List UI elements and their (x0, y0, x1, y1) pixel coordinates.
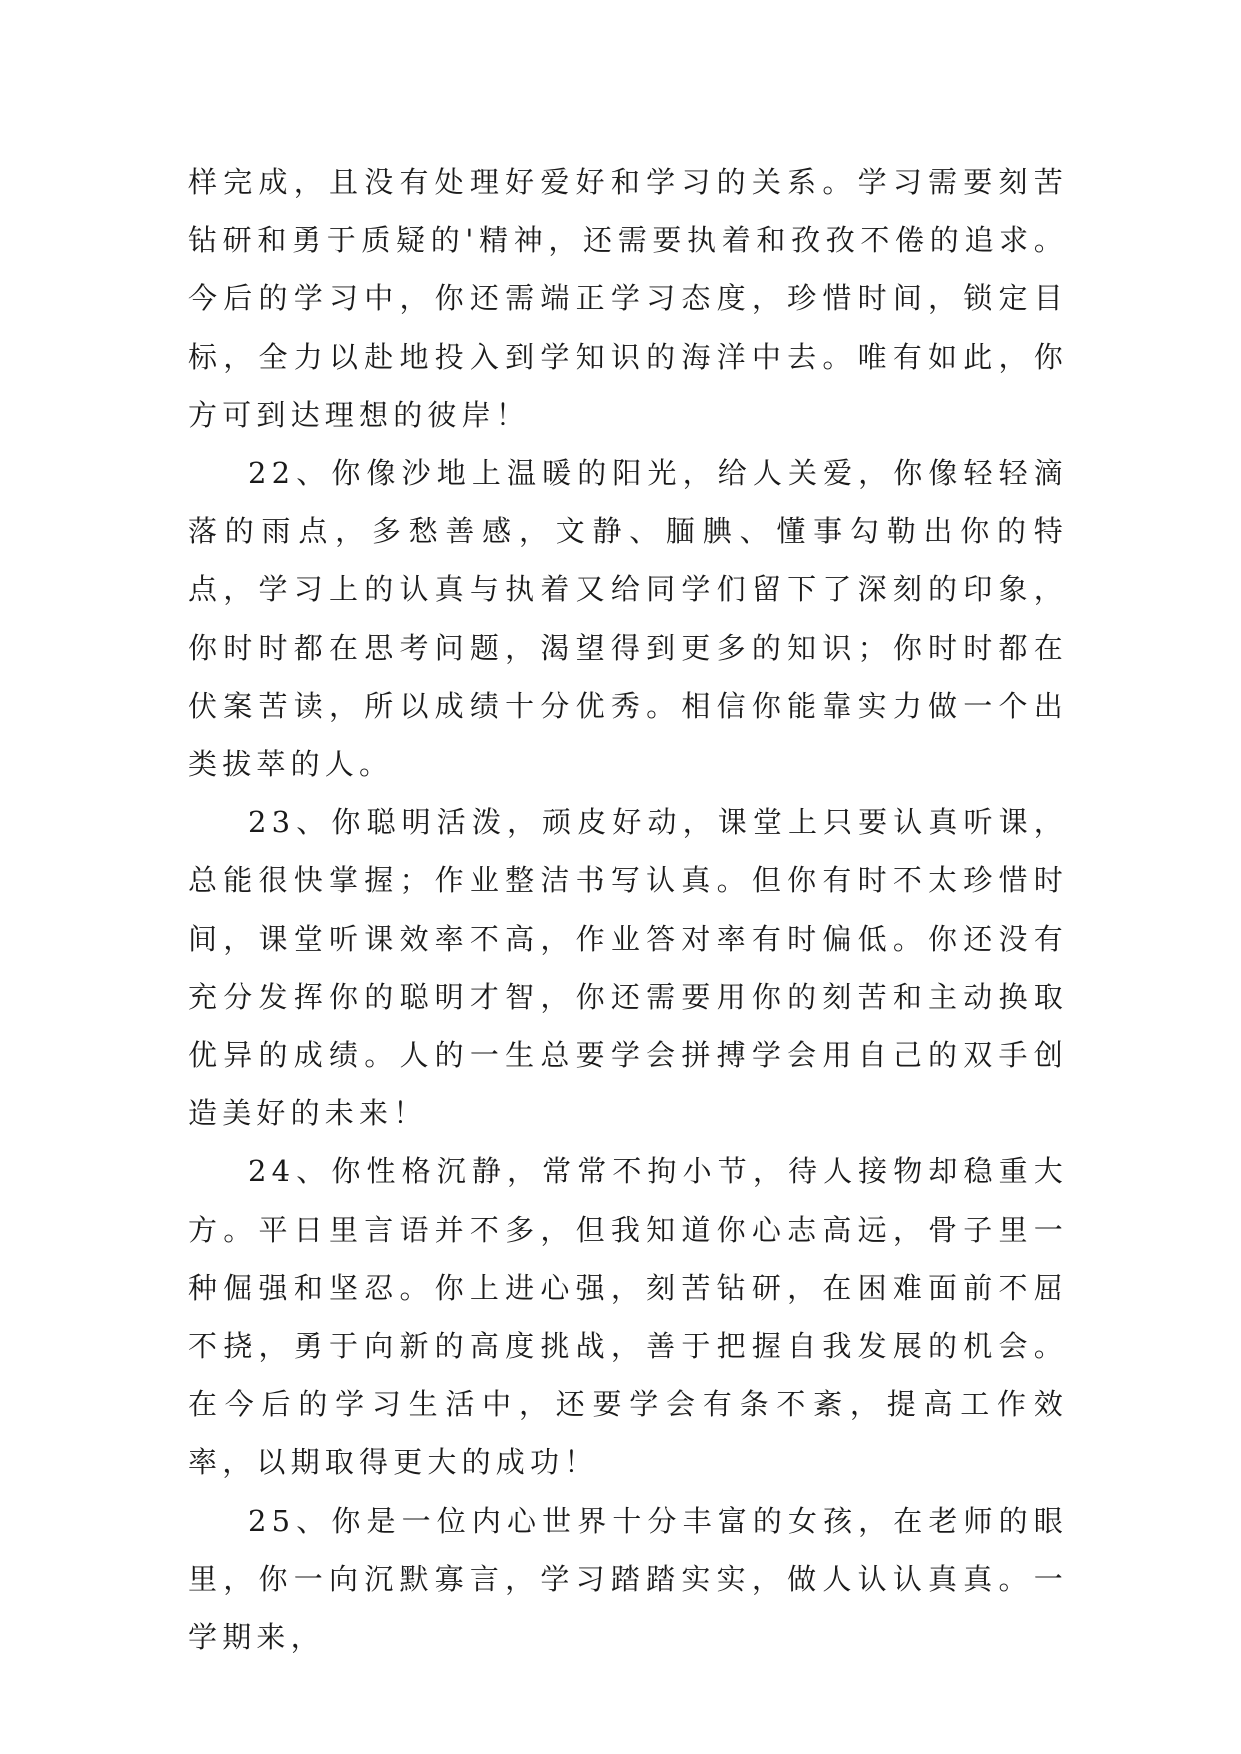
paragraph-comment-25: 25、你是一位内心世界十分丰富的女孩，在老师的眼里，你一向沉默寡言，学习踏踏实实，做人认认真真。一学期来， (188, 1503, 1068, 1655)
paragraph-continuation: 样完成，且没有处理好爱好和学习的关系。学习需要刻苦钻研和勇于质疑的'精神，还需要执着和孜孜不倦的追求。今后的学习中，你还需端正学习态度，珍惜时间，锁定目标，全力以赴地投入到学知识的海洋中去。唯有如此，你方可到达理想的彼岸！ (188, 165, 1068, 432)
document-body (188, 153, 1068, 1666)
paragraph-comment-22: 22、你像沙地上温暖的阳光，给人关爱，你像轻轻滴落的雨点，多愁善感，文静、腼腆、懂事勾勒出你的特点，学习上的认真与执着又给同学们留下了深刻的印象，你时时都在思考问题，渴望得到更多的知识；你时时都在伏案苦读，所以成绩十分优秀。相信你能靠实力做一个出类拔萃的人。 (188, 456, 1068, 782)
paragraph-comment-23: 23、你聪明活泼，顽皮好动，课堂上只要认真听课，总能很快掌握；作业整洁书写认真。但你有时不太珍惜时间，课堂听课效率不高，作业答对率有时偏低。你还没有充分发挥你的聪明才智，你还需要用你的刻苦和主动换取优异的成绩。人的一生总要学会拼搏学会用自己的双手创造美好的未来！ (188, 805, 1068, 1131)
paragraph-comment-24: 24、你性格沉静，常常不拘小节，待人接物却稳重大方。平日里言语并不多，但我知道你心志高远，骨子里一种倔强和坚忍。你上进心强，刻苦钻研，在困难面前不屈不挠，勇于向新的高度挑战，善于把握自我发展的机会。在今后的学习生活中，还要学会有条不紊，提高工作效率，以期取得更大的成功！ (188, 1154, 1068, 1480)
